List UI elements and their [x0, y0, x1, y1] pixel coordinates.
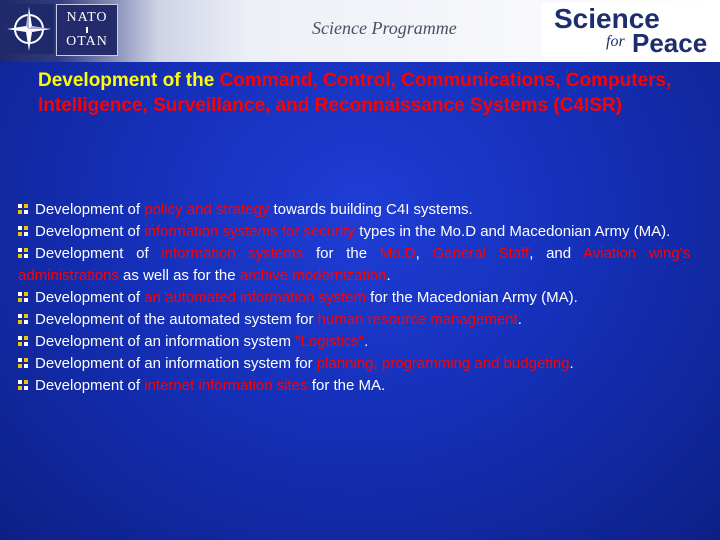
nato-label: NATO [66, 10, 108, 25]
bullet-text: Development of [35, 289, 145, 306]
bullet-text: . [569, 355, 574, 372]
bullet-text: types in the Mo.D and Macedonian Army (MA). [355, 223, 671, 240]
bullet-icon [18, 226, 29, 237]
bullet-icon [18, 314, 29, 325]
sfp-science-text: Science [554, 3, 660, 34]
programme-title: Science Programme [312, 18, 457, 38]
bullet-item [18, 221, 690, 243]
bullet-icon [18, 292, 29, 303]
highlight-text: planning, programming and budgeting [316, 355, 570, 372]
header-banner [0, 0, 720, 62]
science-for-peace-logo [542, 3, 714, 57]
bullet-item [18, 243, 690, 287]
highlight-text: internet information sites [144, 377, 308, 394]
bullet-text: as well as for the [118, 267, 240, 284]
bullet-text: for the Macedonian Army (MA). [366, 289, 578, 306]
bullet-text: Development of [35, 245, 162, 262]
bullet-item [18, 331, 690, 353]
title-highlight: Command, Control, Communications, Computers, Intelligence, Surveillance, and Reconnaissance Systems (C4ISR) [38, 70, 672, 116]
highlight-text: information systems [161, 245, 304, 262]
bullet-item [18, 353, 690, 375]
bullet-text: Development of [35, 377, 145, 394]
bullet-text: for the MA. [307, 377, 386, 394]
bullet-text: . [386, 267, 391, 284]
bullet-text: Development of an information system [35, 333, 296, 350]
bullet-icon [18, 336, 29, 347]
otan-label: OTAN [66, 34, 108, 49]
bullet-icon [18, 204, 29, 215]
nato-otan-logo [56, 4, 118, 56]
slide-title [38, 68, 678, 118]
bullet-text: Development of an information system for [35, 355, 317, 372]
bullet-text: , [415, 245, 433, 262]
sfp-peace-text: Peace [632, 28, 708, 58]
highlight-text: information systems for security [144, 223, 356, 240]
bullet-text: Development of [35, 201, 145, 218]
bullet-text: towards building C4I systems. [269, 201, 473, 218]
bullet-text: Development of the automated system for [35, 311, 318, 328]
bullet-text: Development of [35, 223, 145, 240]
bullet-item [18, 287, 690, 309]
highlight-text: policy and strategy [144, 201, 270, 218]
highlight-text: General Staff [432, 245, 530, 262]
bullet-item [18, 199, 690, 221]
bullet-icon [18, 380, 29, 391]
bullet-text: for the [303, 245, 380, 262]
bullet-item [18, 309, 690, 331]
highlight-text: human resource management [317, 311, 518, 328]
highlight-text: "Logistics" [295, 333, 365, 350]
highlight-text: archive modernization [239, 267, 387, 284]
bullet-item [18, 375, 690, 397]
highlight-text: an automated information system [144, 289, 367, 306]
logo-divider [86, 27, 88, 33]
nato-star-icon [4, 4, 54, 54]
bullet-icon [18, 248, 29, 259]
title-lead: Development of the [38, 70, 220, 91]
bullet-text: , and [529, 245, 583, 262]
bullet-text: . [364, 333, 369, 350]
bullet-text: . [517, 311, 522, 328]
highlight-text: Aviation wing's administrations [18, 245, 691, 284]
bullet-icon [18, 358, 29, 369]
bullet-list [18, 199, 690, 397]
highlight-text: Mo.D [379, 245, 416, 262]
sfp-for-text: for [606, 33, 625, 50]
